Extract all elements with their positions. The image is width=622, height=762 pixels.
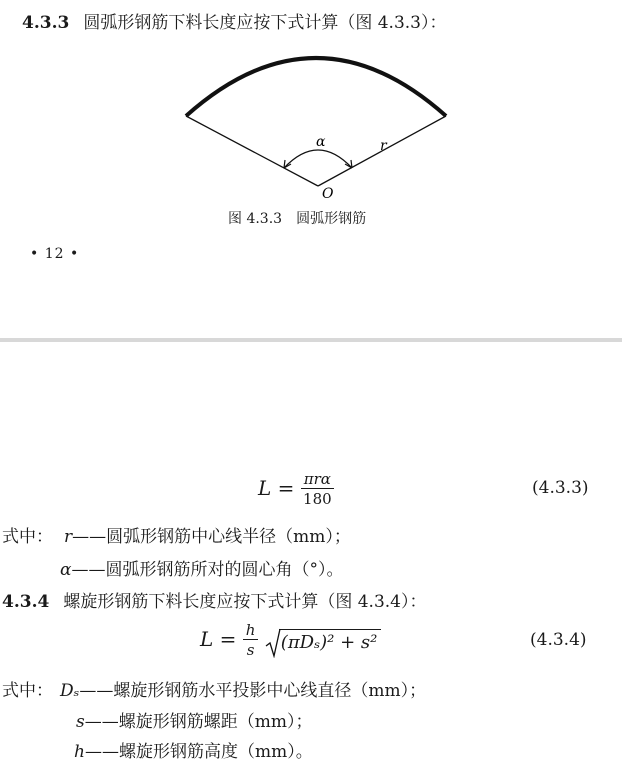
symbol-description: ——螺旋形钢筋螺距（mm）； <box>84 712 313 732</box>
symbol-description: ——螺旋形钢筋水平投影中心线直径（mm）； <box>79 681 427 701</box>
symbol: h <box>74 742 85 762</box>
radical-sign-icon <box>265 628 281 658</box>
fraction-denominator: s <box>246 641 255 659</box>
angle-arc <box>284 150 352 168</box>
clause-text: 圆弧形钢筋下料长度应按下式计算（图 4.3.3）： <box>83 13 447 33</box>
formula-4-3-3 <box>258 470 334 509</box>
arc-rebar-figure <box>0 0 622 210</box>
formula-lhs: L = <box>258 476 295 500</box>
clause-number: 4.3.3 <box>22 13 70 33</box>
where-item <box>74 737 313 762</box>
where-lead: 式中： <box>2 527 53 547</box>
where-item <box>60 676 426 701</box>
clause-4-3-4 <box>2 587 427 612</box>
where-lead: 式中： <box>2 681 53 701</box>
center-label: O <box>322 186 334 202</box>
formula-4-3-4 <box>200 621 381 660</box>
fraction <box>301 470 334 509</box>
symbol: s <box>76 712 85 732</box>
where-item <box>76 707 312 732</box>
equation-number-4-3-3: (4.3.3) <box>532 478 589 498</box>
clause-number: 4.3.4 <box>2 592 50 612</box>
arc-rebar-curve <box>186 58 446 116</box>
symbol: α <box>60 560 72 580</box>
where-item <box>64 522 351 547</box>
fraction-denominator: 180 <box>303 490 332 508</box>
symbol-description: ——圆弧形钢筋所对的圆心角（°）。 <box>71 560 344 580</box>
symbol-description: ——螺旋形钢筋高度（mm）。 <box>84 742 313 762</box>
page-separator <box>0 338 622 342</box>
fraction-numerator: πrα <box>301 470 334 489</box>
radius-line-left <box>186 116 318 186</box>
radicand: (πDₛ)² + s² <box>279 629 382 653</box>
page-number: • 12 • <box>30 246 80 262</box>
angle-label: α <box>316 134 326 150</box>
figure-caption: 图 4.3.3 圆弧形钢筋 <box>228 211 367 227</box>
clause-text: 螺旋形钢筋下料长度应按下式计算（图 4.3.4）： <box>63 592 427 612</box>
formula-lhs: L = <box>200 627 237 651</box>
symbol: Dₛ <box>60 681 80 701</box>
symbol-description: ——圆弧形钢筋中心线半径（mm）； <box>72 527 351 547</box>
equation-number-4-3-4: (4.3.4) <box>530 630 587 650</box>
symbol: r <box>64 527 73 547</box>
fraction <box>243 621 259 660</box>
fraction-numerator: h <box>243 621 259 640</box>
where-item <box>60 555 343 580</box>
radius-label: r <box>380 138 387 154</box>
square-root <box>265 629 382 653</box>
